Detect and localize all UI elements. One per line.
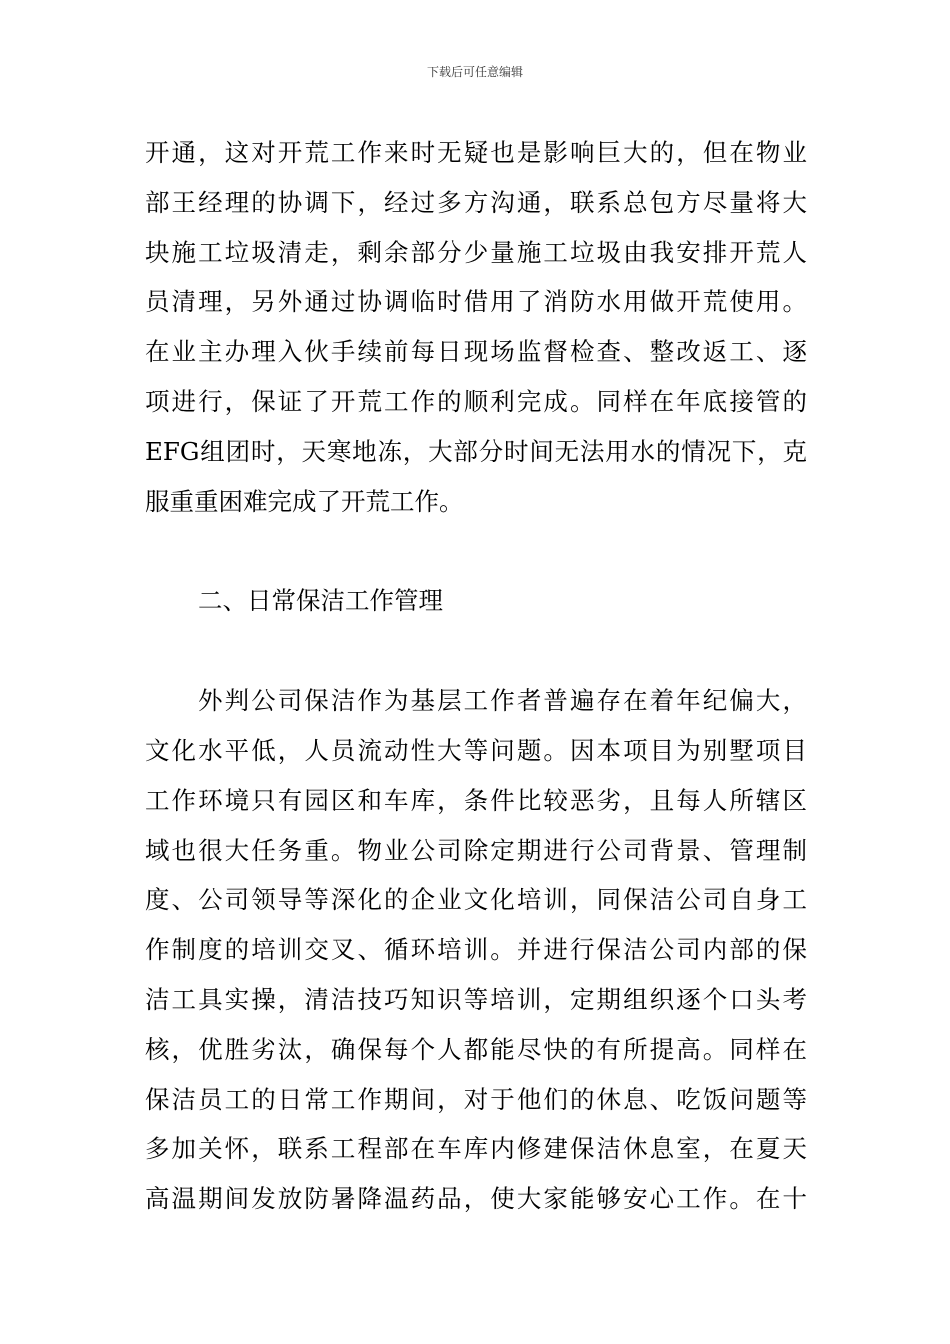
text-line: 度、公司领导等深化的企业文化培训，同保洁公司自身工 [145,885,807,915]
text-line: 文化水平低，人员流动性大等问题。因本项目为别墅项目 [145,735,807,765]
paragraph-daily-cleaning [145,676,807,1224]
text-line: 块施工垃圾清走，剩余部分少量施工垃圾由我安排开荒人 [145,237,807,267]
text-line: 域也很大任务重。物业公司除定期进行公司背景、管理制 [145,835,807,865]
text-line: 核，优胜劣汰，确保每个人都能尽快的有所提高。同样在 [145,1034,807,1064]
text-line: 在业主办理入伙手续前每日现场监督检查、整改返工、逐 [145,337,807,367]
text-line: 开通，这对开荒工作来时无疑也是影响巨大的，但在物业 [145,138,807,167]
text-line: EFG组团时，天寒地冻，大部分时间无法用水的情况下，克 [145,436,807,466]
text-line: 服重重困难完成了开荒工作。 [145,486,464,516]
text-line: 员清理，另外通过协调临时借用了消防水用做开荒使用。 [145,287,807,317]
text-line: 部王经理的协调下，经过多方沟通，联系总包方尽量将大 [145,187,807,217]
text-line: 项进行，保证了开荒工作的顺利完成。同样在年底接管的 [145,386,807,416]
text-line: 外判公司保洁作为基层工作者普遍存在着年纪偏大， [198,686,807,716]
text-line: 作制度的培训交叉、循环培训。并进行保洁公司内部的保 [145,935,807,965]
text-line: 多加关怀，联系工程部在车库内修建保洁休息室，在夏天 [145,1134,807,1164]
text-line: 工作环境只有园区和车库，条件比较恶劣，且每人所辖区 [145,785,807,815]
page-header: 下载后可任意编辑 [426,65,523,79]
section-heading: 二、日常保洁工作管理 [198,586,443,616]
text-line: 保洁员工的日常工作期间，对于他们的休息、吃饭问题等 [145,1084,807,1114]
paragraph-opening-work [145,128,807,526]
document-body [145,128,807,1224]
text-line: 高温期间发放防暑降温药品，使大家能够安心工作。在十 [145,1184,807,1214]
text-line: 洁工具实操，清洁技巧知识等培训，定期组织逐个口头考 [145,984,807,1014]
